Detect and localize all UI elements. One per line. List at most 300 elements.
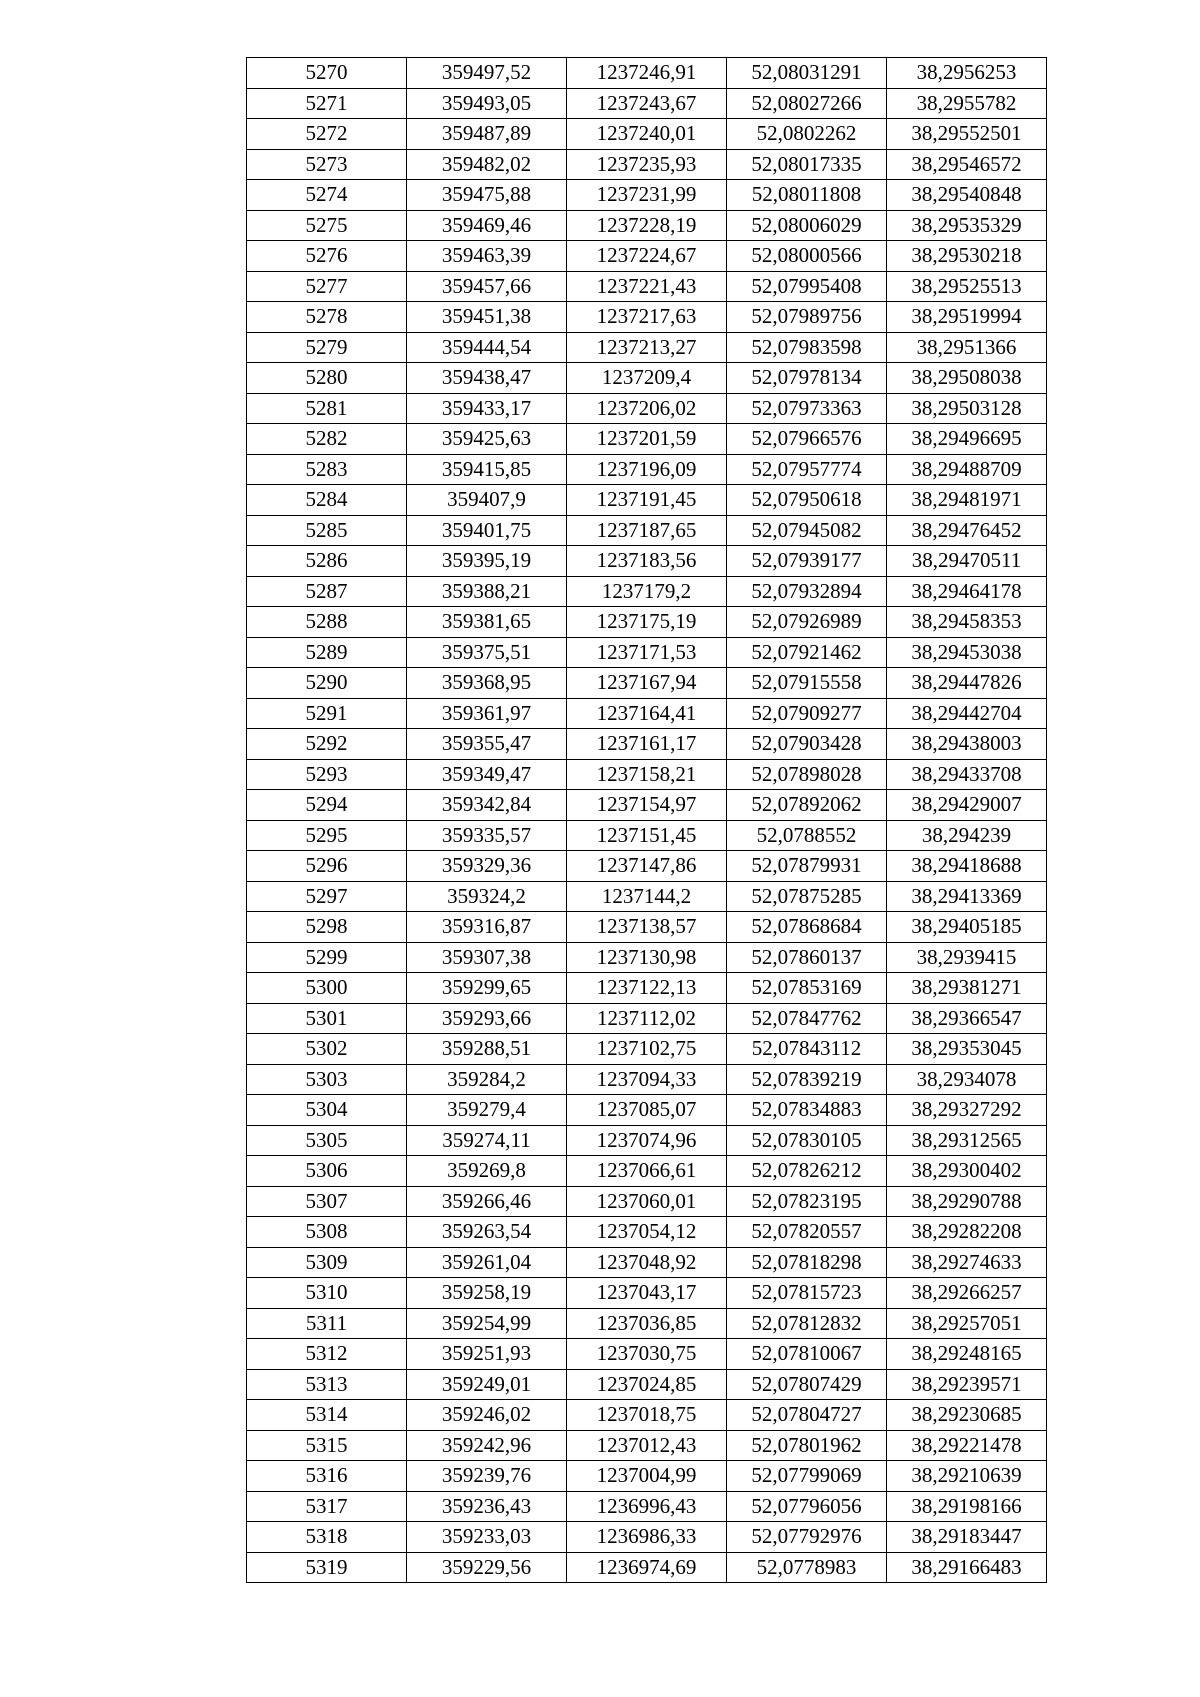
table-cell-longitude: 38,294239 xyxy=(887,820,1047,851)
table-cell-longitude: 38,29312565 xyxy=(887,1125,1047,1156)
table-cell-longitude: 38,29540848 xyxy=(887,180,1047,211)
table-row xyxy=(247,88,1047,119)
table-row xyxy=(247,820,1047,851)
table-cell-longitude: 38,29381271 xyxy=(887,973,1047,1004)
table-cell-point-number: 5302 xyxy=(247,1034,407,1065)
table-cell-y-coordinate: 1237024,85 xyxy=(567,1369,727,1400)
table-cell-x-coordinate: 359284,2 xyxy=(407,1064,567,1095)
table-row xyxy=(247,1095,1047,1126)
table-cell-longitude: 38,29418688 xyxy=(887,851,1047,882)
table-cell-y-coordinate: 1237175,19 xyxy=(567,607,727,638)
table-cell-longitude: 38,29257051 xyxy=(887,1308,1047,1339)
table-cell-longitude: 38,29552501 xyxy=(887,119,1047,150)
table-cell-longitude: 38,29239571 xyxy=(887,1369,1047,1400)
table-cell-point-number: 5300 xyxy=(247,973,407,1004)
table-cell-latitude: 52,07860137 xyxy=(727,942,887,973)
table-cell-longitude: 38,29366547 xyxy=(887,1003,1047,1034)
table-row xyxy=(247,881,1047,912)
table-cell-x-coordinate: 359233,03 xyxy=(407,1522,567,1553)
table-cell-point-number: 5284 xyxy=(247,485,407,516)
table-row xyxy=(247,515,1047,546)
table-cell-y-coordinate: 1237147,86 xyxy=(567,851,727,882)
table-cell-latitude: 52,07903428 xyxy=(727,729,887,760)
table-cell-x-coordinate: 359415,85 xyxy=(407,454,567,485)
table-cell-x-coordinate: 359299,65 xyxy=(407,973,567,1004)
table-cell-y-coordinate: 1237235,93 xyxy=(567,149,727,180)
table-cell-longitude: 38,29442704 xyxy=(887,698,1047,729)
table-cell-x-coordinate: 359475,88 xyxy=(407,180,567,211)
table-cell-latitude: 52,07810067 xyxy=(727,1339,887,1370)
table-cell-point-number: 5288 xyxy=(247,607,407,638)
table-cell-x-coordinate: 359493,05 xyxy=(407,88,567,119)
table-row xyxy=(247,1064,1047,1095)
table-cell-longitude: 38,29458353 xyxy=(887,607,1047,638)
table-cell-point-number: 5285 xyxy=(247,515,407,546)
table-cell-y-coordinate: 1237012,43 xyxy=(567,1430,727,1461)
table-row xyxy=(247,698,1047,729)
table-cell-latitude: 52,07804727 xyxy=(727,1400,887,1431)
table-cell-point-number: 5301 xyxy=(247,1003,407,1034)
table-cell-latitude: 52,07950618 xyxy=(727,485,887,516)
table-cell-x-coordinate: 359438,47 xyxy=(407,363,567,394)
table-cell-point-number: 5281 xyxy=(247,393,407,424)
table-row xyxy=(247,1491,1047,1522)
table-cell-longitude: 38,29535329 xyxy=(887,210,1047,241)
table-cell-point-number: 5278 xyxy=(247,302,407,333)
table-row xyxy=(247,851,1047,882)
table-row xyxy=(247,1247,1047,1278)
table-cell-longitude: 38,2956253 xyxy=(887,58,1047,89)
table-cell-x-coordinate: 359349,47 xyxy=(407,759,567,790)
table-cell-latitude: 52,07830105 xyxy=(727,1125,887,1156)
table-cell-longitude: 38,29183447 xyxy=(887,1522,1047,1553)
table-cell-y-coordinate: 1237036,85 xyxy=(567,1308,727,1339)
table-cell-point-number: 5287 xyxy=(247,576,407,607)
table-cell-x-coordinate: 359263,54 xyxy=(407,1217,567,1248)
table-cell-point-number: 5275 xyxy=(247,210,407,241)
table-cell-latitude: 52,07823195 xyxy=(727,1186,887,1217)
table-cell-point-number: 5311 xyxy=(247,1308,407,1339)
table-cell-latitude: 52,07801962 xyxy=(727,1430,887,1461)
table-row xyxy=(247,637,1047,668)
table-cell-y-coordinate: 1237018,75 xyxy=(567,1400,727,1431)
table-row xyxy=(247,1339,1047,1370)
table-cell-y-coordinate: 1237196,09 xyxy=(567,454,727,485)
table-cell-longitude: 38,29464178 xyxy=(887,576,1047,607)
table-cell-x-coordinate: 359242,96 xyxy=(407,1430,567,1461)
table-cell-longitude: 38,29266257 xyxy=(887,1278,1047,1309)
table-cell-longitude: 38,29248165 xyxy=(887,1339,1047,1370)
table-cell-latitude: 52,07818298 xyxy=(727,1247,887,1278)
table-cell-x-coordinate: 359342,84 xyxy=(407,790,567,821)
table-cell-latitude: 52,07875285 xyxy=(727,881,887,912)
table-cell-y-coordinate: 1237151,45 xyxy=(567,820,727,851)
table-cell-point-number: 5289 xyxy=(247,637,407,668)
table-cell-point-number: 5313 xyxy=(247,1369,407,1400)
table-row xyxy=(247,424,1047,455)
table-cell-y-coordinate: 1237187,65 xyxy=(567,515,727,546)
table-cell-latitude: 52,07966576 xyxy=(727,424,887,455)
table-cell-y-coordinate: 1237183,56 xyxy=(567,546,727,577)
table-cell-point-number: 5272 xyxy=(247,119,407,150)
table-cell-x-coordinate: 359229,56 xyxy=(407,1552,567,1583)
table-cell-point-number: 5293 xyxy=(247,759,407,790)
table-cell-longitude: 38,29210639 xyxy=(887,1461,1047,1492)
table-cell-point-number: 5296 xyxy=(247,851,407,882)
table-cell-latitude: 52,07915558 xyxy=(727,668,887,699)
table-cell-longitude: 38,29470511 xyxy=(887,546,1047,577)
table-cell-point-number: 5280 xyxy=(247,363,407,394)
table-cell-x-coordinate: 359451,38 xyxy=(407,302,567,333)
table-cell-x-coordinate: 359361,97 xyxy=(407,698,567,729)
table-cell-latitude: 52,07796056 xyxy=(727,1491,887,1522)
table-cell-y-coordinate: 1237224,67 xyxy=(567,241,727,272)
table-cell-y-coordinate: 1237043,17 xyxy=(567,1278,727,1309)
table-cell-longitude: 38,29481971 xyxy=(887,485,1047,516)
table-cell-y-coordinate: 1237060,01 xyxy=(567,1186,727,1217)
table-row xyxy=(247,180,1047,211)
table-cell-x-coordinate: 359316,87 xyxy=(407,912,567,943)
table-cell-y-coordinate: 1237144,2 xyxy=(567,881,727,912)
table-cell-latitude: 52,07945082 xyxy=(727,515,887,546)
table-cell-y-coordinate: 1237246,91 xyxy=(567,58,727,89)
table-cell-y-coordinate: 1237209,4 xyxy=(567,363,727,394)
table-cell-x-coordinate: 359249,01 xyxy=(407,1369,567,1400)
table-row xyxy=(247,454,1047,485)
table-cell-y-coordinate: 1237066,61 xyxy=(567,1156,727,1187)
table-cell-x-coordinate: 359293,66 xyxy=(407,1003,567,1034)
table-cell-point-number: 5310 xyxy=(247,1278,407,1309)
table-cell-x-coordinate: 359239,76 xyxy=(407,1461,567,1492)
table-cell-x-coordinate: 359258,19 xyxy=(407,1278,567,1309)
table-cell-y-coordinate: 1237228,19 xyxy=(567,210,727,241)
table-cell-latitude: 52,07983598 xyxy=(727,332,887,363)
table-cell-point-number: 5286 xyxy=(247,546,407,577)
table-cell-longitude: 38,2951366 xyxy=(887,332,1047,363)
table-cell-latitude: 52,08031291 xyxy=(727,58,887,89)
table-cell-latitude: 52,07834883 xyxy=(727,1095,887,1126)
table-cell-y-coordinate: 1237102,75 xyxy=(567,1034,727,1065)
table-cell-latitude: 52,07898028 xyxy=(727,759,887,790)
table-row xyxy=(247,546,1047,577)
table-row xyxy=(247,1156,1047,1187)
table-cell-x-coordinate: 359487,89 xyxy=(407,119,567,150)
table-cell-latitude: 52,07978134 xyxy=(727,363,887,394)
table-cell-longitude: 38,29519994 xyxy=(887,302,1047,333)
table-cell-longitude: 38,2955782 xyxy=(887,88,1047,119)
table-cell-point-number: 5306 xyxy=(247,1156,407,1187)
table-cell-y-coordinate: 1237191,45 xyxy=(567,485,727,516)
table-cell-latitude: 52,07799069 xyxy=(727,1461,887,1492)
table-cell-latitude: 52,07807429 xyxy=(727,1369,887,1400)
table-cell-y-coordinate: 1237171,53 xyxy=(567,637,727,668)
table-cell-point-number: 5277 xyxy=(247,271,407,302)
table-cell-x-coordinate: 359388,21 xyxy=(407,576,567,607)
table-cell-latitude: 52,07839219 xyxy=(727,1064,887,1095)
table-cell-x-coordinate: 359288,51 xyxy=(407,1034,567,1065)
table-row xyxy=(247,363,1047,394)
table-cell-x-coordinate: 359444,54 xyxy=(407,332,567,363)
table-cell-y-coordinate: 1237138,57 xyxy=(567,912,727,943)
table-cell-longitude: 38,29290788 xyxy=(887,1186,1047,1217)
table-row xyxy=(247,1003,1047,1034)
table-cell-y-coordinate: 1237164,41 xyxy=(567,698,727,729)
table-row xyxy=(247,1522,1047,1553)
table-cell-latitude: 52,07926989 xyxy=(727,607,887,638)
table-row xyxy=(247,576,1047,607)
table-cell-latitude: 52,07792976 xyxy=(727,1522,887,1553)
table-cell-y-coordinate: 1237167,94 xyxy=(567,668,727,699)
table-cell-longitude: 38,29221478 xyxy=(887,1430,1047,1461)
table-cell-y-coordinate: 1237221,43 xyxy=(567,271,727,302)
table-cell-y-coordinate: 1236974,69 xyxy=(567,1552,727,1583)
table-cell-longitude: 38,29300402 xyxy=(887,1156,1047,1187)
table-cell-point-number: 5297 xyxy=(247,881,407,912)
table-cell-y-coordinate: 1237161,17 xyxy=(567,729,727,760)
table-row xyxy=(247,1217,1047,1248)
table-cell-longitude: 38,29198166 xyxy=(887,1491,1047,1522)
table-cell-latitude: 52,07909277 xyxy=(727,698,887,729)
table-cell-point-number: 5303 xyxy=(247,1064,407,1095)
table-cell-latitude: 52,08011808 xyxy=(727,180,887,211)
table-cell-y-coordinate: 1236996,43 xyxy=(567,1491,727,1522)
table-cell-point-number: 5315 xyxy=(247,1430,407,1461)
table-cell-latitude: 52,07820557 xyxy=(727,1217,887,1248)
table-cell-x-coordinate: 359407,9 xyxy=(407,485,567,516)
table-cell-longitude: 38,29453038 xyxy=(887,637,1047,668)
table-cell-x-coordinate: 359254,99 xyxy=(407,1308,567,1339)
table-cell-x-coordinate: 359375,51 xyxy=(407,637,567,668)
table-cell-point-number: 5308 xyxy=(247,1217,407,1248)
table-row xyxy=(247,1461,1047,1492)
table-cell-point-number: 5307 xyxy=(247,1186,407,1217)
table-cell-x-coordinate: 359236,43 xyxy=(407,1491,567,1522)
table-cell-y-coordinate: 1237179,2 xyxy=(567,576,727,607)
table-row xyxy=(247,1400,1047,1431)
table-cell-y-coordinate: 1237030,75 xyxy=(567,1339,727,1370)
table-cell-latitude: 52,08027266 xyxy=(727,88,887,119)
table-cell-point-number: 5295 xyxy=(247,820,407,851)
table-cell-latitude: 52,07847762 xyxy=(727,1003,887,1034)
table-cell-latitude: 52,07868684 xyxy=(727,912,887,943)
table-cell-point-number: 5298 xyxy=(247,912,407,943)
table-cell-latitude: 52,07957774 xyxy=(727,454,887,485)
table-row xyxy=(247,393,1047,424)
table-cell-point-number: 5314 xyxy=(247,1400,407,1431)
table-cell-point-number: 5317 xyxy=(247,1491,407,1522)
table-cell-x-coordinate: 359368,95 xyxy=(407,668,567,699)
table-row xyxy=(247,1369,1047,1400)
table-row xyxy=(247,1552,1047,1583)
table-cell-x-coordinate: 359463,39 xyxy=(407,241,567,272)
table-row xyxy=(247,58,1047,89)
table-cell-longitude: 38,29353045 xyxy=(887,1034,1047,1065)
table-cell-y-coordinate: 1237213,27 xyxy=(567,332,727,363)
coordinate-table-body xyxy=(247,58,1047,1583)
table-cell-y-coordinate: 1237217,63 xyxy=(567,302,727,333)
table-row xyxy=(247,485,1047,516)
table-row xyxy=(247,241,1047,272)
table-cell-y-coordinate: 1237158,21 xyxy=(567,759,727,790)
table-cell-latitude: 52,07939177 xyxy=(727,546,887,577)
table-cell-x-coordinate: 359266,46 xyxy=(407,1186,567,1217)
table-cell-latitude: 52,0802262 xyxy=(727,119,887,150)
table-cell-point-number: 5316 xyxy=(247,1461,407,1492)
table-cell-longitude: 38,29433708 xyxy=(887,759,1047,790)
table-cell-x-coordinate: 359497,52 xyxy=(407,58,567,89)
table-cell-x-coordinate: 359469,46 xyxy=(407,210,567,241)
table-cell-point-number: 5319 xyxy=(247,1552,407,1583)
table-cell-longitude: 38,2939415 xyxy=(887,942,1047,973)
table-cell-x-coordinate: 359274,11 xyxy=(407,1125,567,1156)
table-cell-y-coordinate: 1237130,98 xyxy=(567,942,727,973)
table-cell-latitude: 52,07932894 xyxy=(727,576,887,607)
table-cell-point-number: 5270 xyxy=(247,58,407,89)
table-cell-y-coordinate: 1237240,01 xyxy=(567,119,727,150)
table-cell-point-number: 5276 xyxy=(247,241,407,272)
table-cell-latitude: 52,07812832 xyxy=(727,1308,887,1339)
table-row xyxy=(247,759,1047,790)
table-cell-latitude: 52,07921462 xyxy=(727,637,887,668)
table-cell-longitude: 38,29496695 xyxy=(887,424,1047,455)
table-cell-y-coordinate: 1236986,33 xyxy=(567,1522,727,1553)
table-row xyxy=(247,942,1047,973)
table-cell-point-number: 5271 xyxy=(247,88,407,119)
table-cell-latitude: 52,07892062 xyxy=(727,790,887,821)
table-cell-point-number: 5283 xyxy=(247,454,407,485)
table-cell-point-number: 5309 xyxy=(247,1247,407,1278)
table-row xyxy=(247,912,1047,943)
table-cell-x-coordinate: 359329,36 xyxy=(407,851,567,882)
table-cell-x-coordinate: 359246,02 xyxy=(407,1400,567,1431)
table-cell-x-coordinate: 359251,93 xyxy=(407,1339,567,1370)
table-row xyxy=(247,729,1047,760)
table-cell-longitude: 38,29166483 xyxy=(887,1552,1047,1583)
table-cell-x-coordinate: 359425,63 xyxy=(407,424,567,455)
table-cell-longitude: 38,29525513 xyxy=(887,271,1047,302)
table-cell-longitude: 38,29476452 xyxy=(887,515,1047,546)
table-cell-point-number: 5312 xyxy=(247,1339,407,1370)
table-cell-y-coordinate: 1237201,59 xyxy=(567,424,727,455)
table-cell-x-coordinate: 359395,19 xyxy=(407,546,567,577)
table-row xyxy=(247,1034,1047,1065)
table-row xyxy=(247,210,1047,241)
table-cell-x-coordinate: 359457,66 xyxy=(407,271,567,302)
table-row xyxy=(247,973,1047,1004)
table-cell-y-coordinate: 1237112,02 xyxy=(567,1003,727,1034)
table-row xyxy=(247,332,1047,363)
table-cell-y-coordinate: 1237048,92 xyxy=(567,1247,727,1278)
table-cell-longitude: 38,29274633 xyxy=(887,1247,1047,1278)
table-cell-point-number: 5294 xyxy=(247,790,407,821)
table-cell-x-coordinate: 359269,8 xyxy=(407,1156,567,1187)
table-cell-point-number: 5273 xyxy=(247,149,407,180)
table-row xyxy=(247,1430,1047,1461)
table-cell-longitude: 38,29413369 xyxy=(887,881,1047,912)
table-row xyxy=(247,149,1047,180)
table-cell-point-number: 5292 xyxy=(247,729,407,760)
table-cell-latitude: 52,08017335 xyxy=(727,149,887,180)
table-cell-x-coordinate: 359261,04 xyxy=(407,1247,567,1278)
table-cell-point-number: 5290 xyxy=(247,668,407,699)
table-cell-longitude: 38,29503128 xyxy=(887,393,1047,424)
table-row xyxy=(247,1125,1047,1156)
table-cell-latitude: 52,07853169 xyxy=(727,973,887,1004)
table-cell-x-coordinate: 359381,65 xyxy=(407,607,567,638)
table-cell-longitude: 38,29429007 xyxy=(887,790,1047,821)
table-cell-y-coordinate: 1237004,99 xyxy=(567,1461,727,1492)
table-cell-point-number: 5291 xyxy=(247,698,407,729)
table-cell-longitude: 38,29508038 xyxy=(887,363,1047,394)
table-cell-point-number: 5318 xyxy=(247,1522,407,1553)
table-cell-latitude: 52,07879931 xyxy=(727,851,887,882)
table-cell-latitude: 52,07989756 xyxy=(727,302,887,333)
table-cell-point-number: 5279 xyxy=(247,332,407,363)
table-cell-x-coordinate: 359324,2 xyxy=(407,881,567,912)
table-cell-y-coordinate: 1237243,67 xyxy=(567,88,727,119)
table-cell-latitude: 52,07843112 xyxy=(727,1034,887,1065)
coordinate-table xyxy=(246,57,1047,1583)
table-cell-point-number: 5304 xyxy=(247,1095,407,1126)
table-cell-point-number: 5282 xyxy=(247,424,407,455)
table-cell-y-coordinate: 1237054,12 xyxy=(567,1217,727,1248)
table-cell-y-coordinate: 1237122,13 xyxy=(567,973,727,1004)
table-cell-longitude: 38,29447826 xyxy=(887,668,1047,699)
table-cell-y-coordinate: 1237231,99 xyxy=(567,180,727,211)
table-cell-latitude: 52,08000566 xyxy=(727,241,887,272)
table-cell-latitude: 52,07826212 xyxy=(727,1156,887,1187)
table-cell-point-number: 5274 xyxy=(247,180,407,211)
table-cell-x-coordinate: 359355,47 xyxy=(407,729,567,760)
table-cell-latitude: 52,07973363 xyxy=(727,393,887,424)
table-cell-y-coordinate: 1237094,33 xyxy=(567,1064,727,1095)
table-cell-point-number: 5305 xyxy=(247,1125,407,1156)
table-row xyxy=(247,607,1047,638)
table-cell-longitude: 38,29327292 xyxy=(887,1095,1047,1126)
table-row xyxy=(247,1308,1047,1339)
table-cell-longitude: 38,29438003 xyxy=(887,729,1047,760)
table-cell-x-coordinate: 359279,4 xyxy=(407,1095,567,1126)
table-cell-longitude: 38,29282208 xyxy=(887,1217,1047,1248)
table-cell-longitude: 38,29488709 xyxy=(887,454,1047,485)
table-cell-point-number: 5299 xyxy=(247,942,407,973)
table-row xyxy=(247,790,1047,821)
table-row xyxy=(247,1186,1047,1217)
table-cell-x-coordinate: 359401,75 xyxy=(407,515,567,546)
table-row xyxy=(247,668,1047,699)
table-cell-x-coordinate: 359335,57 xyxy=(407,820,567,851)
table-cell-y-coordinate: 1237085,07 xyxy=(567,1095,727,1126)
table-cell-latitude: 52,07815723 xyxy=(727,1278,887,1309)
table-row xyxy=(247,302,1047,333)
table-row xyxy=(247,119,1047,150)
table-row xyxy=(247,1278,1047,1309)
table-cell-x-coordinate: 359307,38 xyxy=(407,942,567,973)
table-cell-latitude: 52,08006029 xyxy=(727,210,887,241)
table-cell-longitude: 38,29530218 xyxy=(887,241,1047,272)
table-cell-longitude: 38,2934078 xyxy=(887,1064,1047,1095)
table-row xyxy=(247,271,1047,302)
table-cell-latitude: 52,0788552 xyxy=(727,820,887,851)
table-cell-x-coordinate: 359482,02 xyxy=(407,149,567,180)
table-cell-longitude: 38,29230685 xyxy=(887,1400,1047,1431)
table-cell-y-coordinate: 1237206,02 xyxy=(567,393,727,424)
table-cell-x-coordinate: 359433,17 xyxy=(407,393,567,424)
table-cell-y-coordinate: 1237074,96 xyxy=(567,1125,727,1156)
table-cell-latitude: 52,07995408 xyxy=(727,271,887,302)
table-cell-longitude: 38,29546572 xyxy=(887,149,1047,180)
table-cell-latitude: 52,0778983 xyxy=(727,1552,887,1583)
